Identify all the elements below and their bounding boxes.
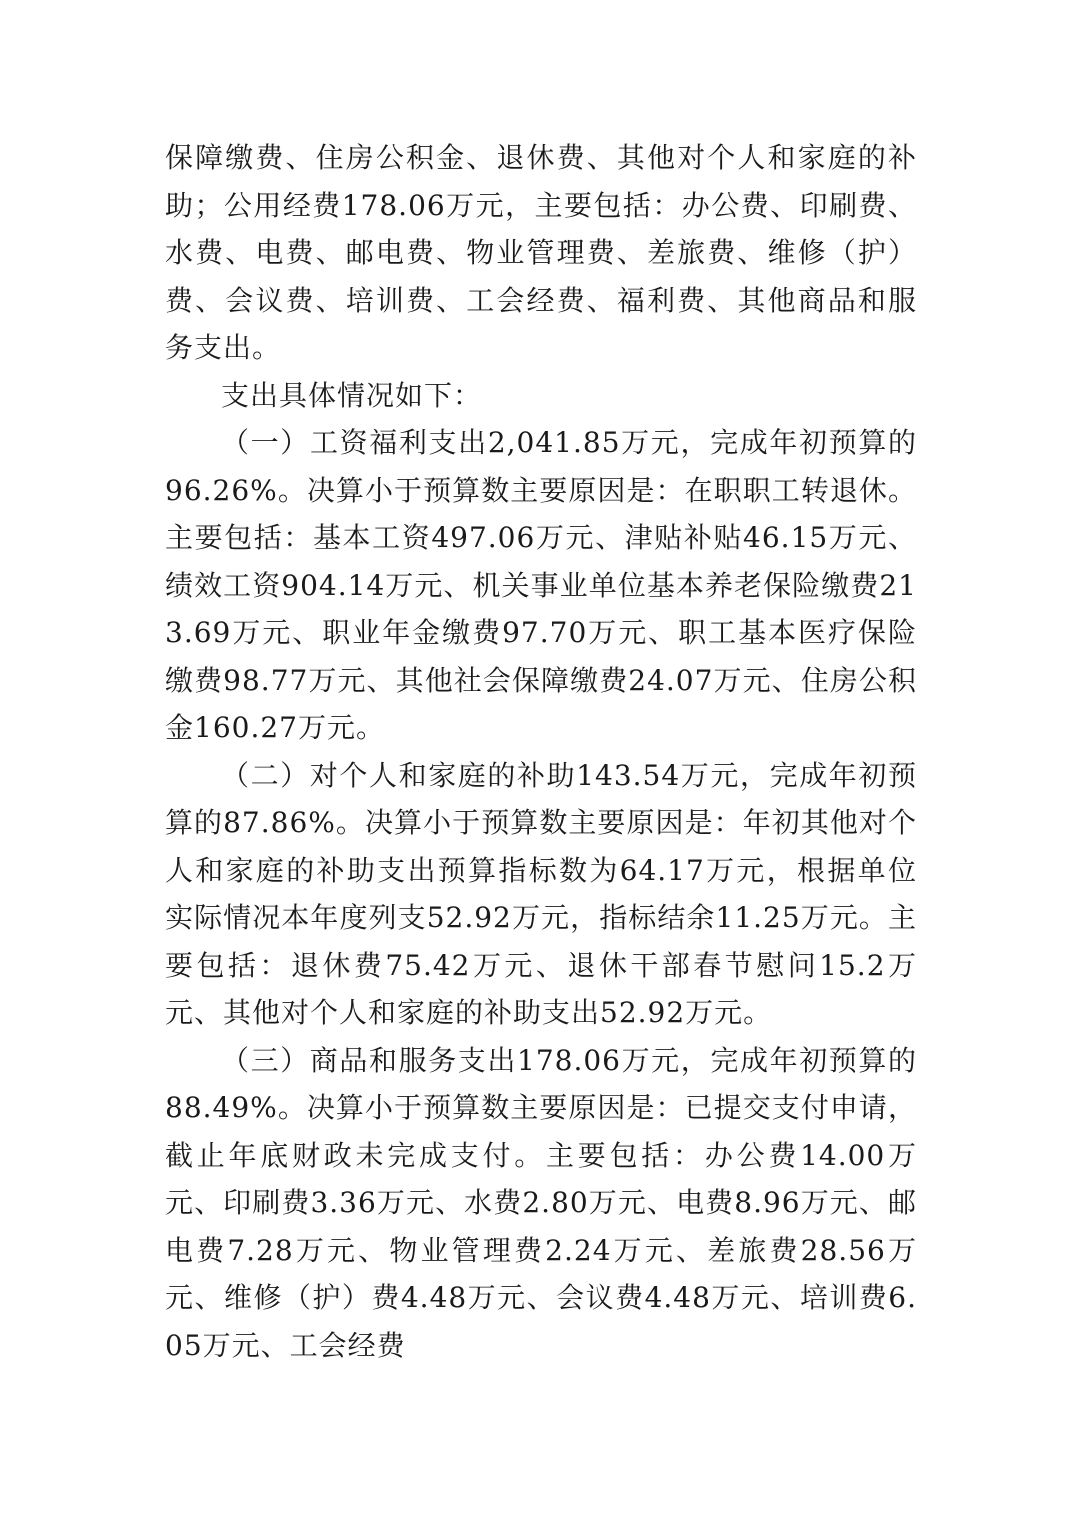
paragraph-continuation: 保障缴费、住房公积金、退休费、其他对个人和家庭的补助；公用经费178.06万元，主要包括：办公费、印刷费、水费、电费、邮电费、物业管理费、差旅费、维修（护）费、会议费、培训费、工会经费、福利费、其他商品和服务支出。 bbox=[165, 141, 917, 364]
paragraph-intro: 支出具体情况如下： bbox=[221, 378, 483, 412]
document-body bbox=[165, 134, 917, 1369]
paragraph-section-2: （二）对个人和家庭的补助143.54万元，完成年初预算的87.86%。决算小于预算数主要原因是：年初其他对个人和家庭的补助支出预算指标数为64.17万元，根据单位实际情况本年度列支52.92万元，指标结余11.25万元。主要包括：退休费75.42万元、退休干部春节慰问15.2万元、其他对个人和家庭的补助支出52.92万元。 bbox=[165, 758, 917, 1029]
paragraph-section-3: （三）商品和服务支出178.06万元，完成年初预算的88.49%。决算小于预算数主要原因是：已提交支付申请，截止年底财政未完成支付。主要包括：办公费14.00万元、印刷费3.36万元、水费2.80万元、电费8.96万元、邮电费7.28万元、物业管理费2.24万元、差旅费28.56万元、维修（护）费4.48万元、会议费4.48万元、培训费6.05万元、工会经费 bbox=[165, 1043, 917, 1362]
paragraph-section-1: （一）工资福利支出2,041.85万元，完成年初预算的96.26%。决算小于预算数主要原因是：在职职工转退休。主要包括：基本工资497.06万元、津贴补贴46.15万元、绩效工资904.14万元、机关事业单位基本养老保险缴费213.69万元、职业年金缴费97.70万元、职工基本医疗保险缴费98.77万元、其他社会保障缴费24.07万元、住房公积金160.27万元。 bbox=[165, 426, 917, 744]
